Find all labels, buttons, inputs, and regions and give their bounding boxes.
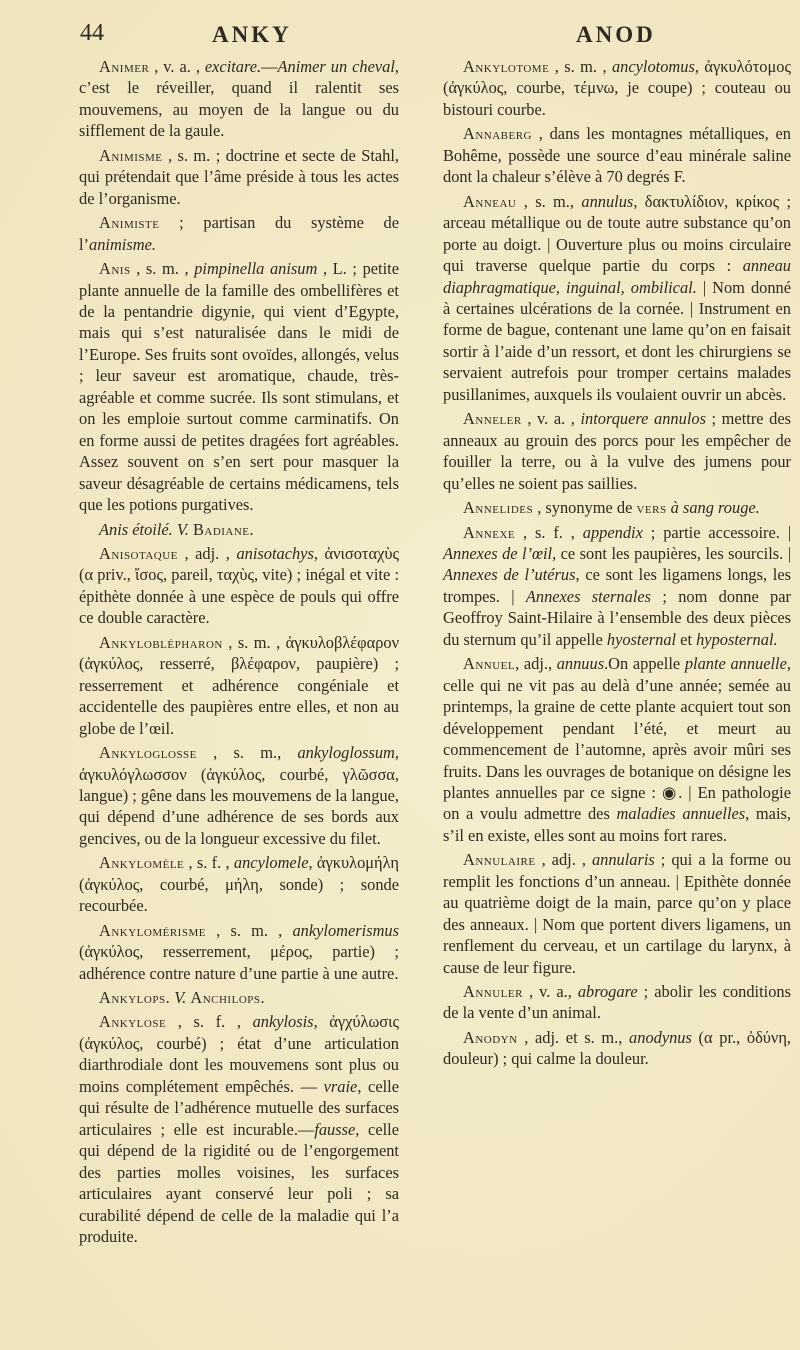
entry-headword: Animer bbox=[99, 57, 150, 76]
entry-text: , s. f. , bbox=[184, 853, 234, 873]
entry-text: , s. m. , bbox=[549, 57, 612, 76]
entry-text: ; partisan du système de l’ bbox=[79, 213, 399, 254]
dictionary-entry bbox=[79, 742, 399, 849]
entry-text: | Nom donné à certaines ulcérations de la cornée. | Instrument en forme de bague, contenant une lame qu’on en faisait sortir à l’aide d’un ressort, et dont les chirurgiens se servaient autrefois pour tromper certains malades pusillanimes, auxquels ils voulaient ouvrir un abcès. bbox=[443, 277, 791, 404]
dictionary-entry bbox=[79, 920, 399, 984]
entry-headword: Anisotaque bbox=[99, 543, 178, 563]
entry-text: ; partie accessoire. | bbox=[642, 522, 792, 542]
entry-text: , δακτυλίδιον, κρίκος ; arceau métallique ou de toute autre substance qu’on porte au doigt. | Ouverture plus ou moins circulaire qui traverse quelque partie du corps : bbox=[443, 191, 791, 276]
entry-text: , v. a. , bbox=[521, 409, 581, 429]
entry-text: , s. m. ; doctrine et secte de Stahl, qui prétendait que l’âme préside à tous les actes de l’organisme. bbox=[79, 145, 399, 208]
entry-italic-text: annulus bbox=[581, 191, 634, 211]
page-number: 44 bbox=[80, 20, 104, 46]
entry-text: , ce sont les ligamens longs, les trompes. | bbox=[443, 565, 792, 606]
dictionary-entry bbox=[79, 1011, 399, 1247]
entry-italic-text: animisme. bbox=[89, 234, 156, 254]
entry-italic-text: intorquere annulos bbox=[580, 409, 706, 429]
entry-text: , ce sont les paupières, les sourcils. | bbox=[552, 543, 792, 563]
dictionary-entry bbox=[79, 852, 399, 916]
dictionary-entry bbox=[79, 56, 399, 142]
entry-headword: Annelides bbox=[463, 498, 534, 518]
entry-italic-text: abrogare bbox=[577, 982, 638, 1002]
entry-text: , adj. , bbox=[177, 543, 237, 563]
entry-text: , adj., bbox=[515, 654, 557, 674]
dictionary-entry bbox=[79, 258, 399, 515]
entry-text: , ἀγκυλόγλωσσον (ἀγκύλος, courbé, γλῶσσα, langue) ; gêne dans les mouvemens de la langue, qui dépend d’une adhérence de ses bords aux gencives, ou de la longueur excessive du filet. bbox=[79, 743, 399, 848]
entry-headword: Animisme bbox=[99, 145, 163, 165]
entry-text: — bbox=[261, 57, 278, 76]
entry-headword: Anneau bbox=[463, 191, 517, 211]
entry-text: .On appelle bbox=[604, 654, 685, 674]
entry-italic-text: à sang rouge. bbox=[666, 498, 760, 518]
dictionary-entry bbox=[443, 653, 791, 846]
entry-italic-text: Anis étoilé. V. bbox=[99, 519, 193, 539]
entry-headword: Annexe bbox=[463, 522, 516, 542]
entry-italic-text: annuus bbox=[556, 654, 605, 674]
dictionary-entry bbox=[79, 987, 399, 1008]
dictionary-entry bbox=[443, 981, 791, 1024]
entry-text: , v. a. , bbox=[149, 57, 205, 76]
entry-italic-text: vraie bbox=[323, 1076, 358, 1096]
entry-text: , ἀνισοταχὺς (α priv., ἴσος, pareil, ταχὺς, vite) ; inégal et vite : épithète donnée à une espèce de pouls qui offre ce double caractère. bbox=[79, 543, 399, 628]
dictionary-entry bbox=[79, 632, 399, 739]
entry-italic-text: hyosternal bbox=[606, 629, 677, 649]
entry-italic-text: anneau diaphragmatique, inguinal, ombilical. bbox=[443, 256, 791, 297]
entry-italic-text: anisotachys bbox=[236, 543, 314, 563]
entry-italic-text: appendix bbox=[582, 522, 643, 542]
entry-headword: Annuler bbox=[463, 982, 523, 1002]
entry-italic-text: Annexes de l’utérus bbox=[443, 565, 576, 585]
entry-italic-text: ancylomele bbox=[233, 853, 309, 873]
dictionary-entry bbox=[443, 849, 791, 978]
entry-italic-text: Annexes de l’œil bbox=[443, 543, 553, 563]
entry-text: ; nom donne par Geoffroy Saint-Hilaire à l’ensemble des deux pièces du sternum qu’il appelle bbox=[443, 586, 791, 649]
dictionary-entry bbox=[443, 497, 791, 518]
entry-italic-text: Annexes sternales bbox=[525, 586, 651, 606]
dictionary-entry bbox=[443, 56, 791, 120]
entry-text: , v. a., bbox=[522, 982, 578, 1002]
entry-italic-text: excitare. bbox=[204, 57, 262, 76]
entry-text: , s. m. , bbox=[130, 259, 195, 279]
entry-text: , synonyme de bbox=[533, 498, 637, 518]
dictionary-entry bbox=[443, 522, 791, 651]
entry-headword: Ankylose bbox=[99, 1012, 167, 1032]
running-head-right: ANOD bbox=[576, 22, 656, 47]
entry-headword: Ankyloblépharon bbox=[99, 632, 223, 652]
entry-text: , L. ; petite plante annuelle de la famille des ombellifères et de la pentandrie digynie, qui vient d’Egypte, mais qui s’est naturalisée dans le midi de l’Europe. Ses fruits sont ovoïdes, allongés, velus ; leur saveur est aromatique, chaude, très-agréable et comme sucrée. Ils sont stimulans, et on les emploie surtout comme carminatifs. On en forme aussi de petites dragées fort agréables. Assez souvent on s’en sert pour masquer la saveur désagréable de certains médicamens, tels que les potions purgatives. bbox=[79, 259, 399, 515]
entry-text: ; mettre des anneaux au grouin des porcs pour les empêcher de fouiller la terre, ou à la vulve des jumens pour qu’elles ne soient pas saillies. bbox=[443, 409, 791, 493]
entry-italic-text: Animer un cheval bbox=[277, 57, 395, 76]
entry-italic-text: V. bbox=[170, 988, 191, 1008]
entry-text: (α pr., ὀδύνη, douleur) ; qui calme la douleur. bbox=[443, 1027, 791, 1069]
entry-italic-text: hyposternal. bbox=[696, 629, 778, 649]
dictionary-entry bbox=[79, 212, 399, 255]
entry-headword: Badiane. bbox=[192, 519, 255, 539]
running-head-left: ANKY bbox=[212, 22, 292, 47]
entry-italic-text: plante annuelle bbox=[684, 654, 787, 674]
entry-italic-text: pimpinella anisum bbox=[194, 259, 318, 279]
entry-text: , adj. , bbox=[535, 850, 592, 870]
entry-text: , ἀγκυλότομος (ἀγκύλος, courbe, τέμνω, je coupe) ; couteau ou bistouri courbe. bbox=[443, 57, 791, 119]
entry-italic-text: maladies annuelles bbox=[616, 804, 746, 824]
entry-italic-text: ankylosis bbox=[252, 1012, 314, 1032]
entry-text: , ἀγκυλομήλη (ἀγκύλος, courbé, μήλη, sonde) ; sonde recourbée. bbox=[79, 853, 400, 916]
entry-text: , celle qui ne vit pas au delà d’une année; semée au printemps, la graine de cette plante acquiert tout son développement pendant l’été, et meurt au commencement de l’automne, après avoir mûri ses fruits. Dans les ouvrages de botanique on désigne les plantes annuelles par ce signe : ◉. | En pathologie on a voulu admettre des bbox=[443, 654, 791, 824]
entry-headword: Ankylotome bbox=[463, 57, 550, 76]
entry-headword: vers bbox=[636, 498, 667, 518]
entry-italic-text: fausse bbox=[314, 1119, 356, 1139]
entry-text: , s. m. , bbox=[205, 920, 293, 940]
entry-headword: Ankylops. bbox=[99, 988, 171, 1008]
entry-text: , c’est le réveiller, quand il ralentit ses mouvemens, au moyen de la langue ou du sifflement de la gaule. bbox=[79, 57, 399, 141]
entry-text: , dans les montagnes métalliques, en Bohême, possède une source d’eau minérale saline dont la chaleur s’élève à 70 degrés F. bbox=[443, 124, 791, 187]
entry-italic-text: annularis bbox=[591, 850, 655, 870]
entry-text: , ἀγχύλωσις (ἀγκύλος, courbé) ; état d’une articulation diarthrodiale dont les mouvemens sont plus ou moins complétement empêchés. — bbox=[79, 1012, 399, 1096]
left-column bbox=[79, 56, 399, 1250]
entry-headword: Anis bbox=[99, 259, 131, 279]
entry-text: ; abolir les conditions de la vente d’un animal. bbox=[443, 982, 791, 1023]
dictionary-entry bbox=[79, 145, 399, 209]
entry-headword: Anchilops. bbox=[190, 988, 266, 1008]
entry-text: , s. m., bbox=[516, 191, 582, 211]
entry-italic-text: ankylomerismus bbox=[292, 920, 399, 940]
entry-text: , s. m., bbox=[196, 743, 298, 763]
dictionary-entry bbox=[443, 123, 791, 187]
entry-text: , celle qui résulte de l’adhérence mutuelle des surfaces articulaires ; elle est incurable.— bbox=[79, 1076, 399, 1139]
entry-text: ; qui a la forme ou remplit les fonctions d’un anneau. | Epithète donnée au quatrième doigt de la main, parce qu’on y place des anneaux. | Nom que portent divers ligamens, un renflement du cerveau, et un cartilage du larynx, à cause de leur figure. bbox=[443, 850, 791, 977]
dictionary-entry bbox=[443, 191, 791, 406]
entry-headword: Anneler bbox=[463, 409, 522, 429]
entry-headword: Annaberg bbox=[463, 124, 533, 144]
entry-text: , mais, s’il en existe, elles sont au moins fort rares. bbox=[443, 804, 791, 845]
entry-italic-text: anodynus bbox=[629, 1027, 692, 1047]
entry-headword: Anodyn bbox=[463, 1027, 518, 1047]
entry-headword: Annuel bbox=[463, 654, 516, 674]
right-column bbox=[443, 56, 791, 1073]
entry-italic-text: ancylotomus bbox=[611, 57, 695, 76]
entry-text: , s. f. , bbox=[515, 522, 583, 542]
entry-text: et bbox=[676, 629, 697, 649]
entry-headword: Ankylomérisme bbox=[99, 920, 206, 940]
entry-text: , adj. et s. m., bbox=[517, 1027, 630, 1047]
dictionary-entry bbox=[443, 408, 791, 494]
entry-headword: Ankylomèle bbox=[99, 853, 185, 873]
entry-headword: Annulaire bbox=[463, 850, 536, 870]
entry-text: , s. m. , ἀγκυλοβλέφαρον (ἀγκύλος, resserré, βλέφαρον, paupière) ; resserrement et adhérence congéniale et accidentelle des paupières entre elles, et non au globe de l’œil. bbox=[79, 632, 399, 738]
entry-headword: Ankyloglosse bbox=[99, 743, 197, 763]
entry-text: , celle qui dépend de la rigidité ou de l’engorgement des parties molles voisines, les surfaces articulaires ayant conservé leur poli ; sa curabilité dépend de celle de la maladie qui l’a produite. bbox=[79, 1119, 399, 1247]
dictionary-entry bbox=[443, 1027, 791, 1070]
dictionary-entry bbox=[79, 519, 399, 540]
entry-headword: Animiste bbox=[99, 213, 160, 233]
entry-text: , s. f. , bbox=[166, 1012, 253, 1032]
dictionary-entry bbox=[79, 543, 399, 629]
entry-text: (ἀγκύλος, resserrement, μέρος, partie) ; adhérence contre nature d’une partie à une autre. bbox=[79, 942, 399, 983]
entry-italic-text: ankyloglossum bbox=[297, 743, 395, 763]
